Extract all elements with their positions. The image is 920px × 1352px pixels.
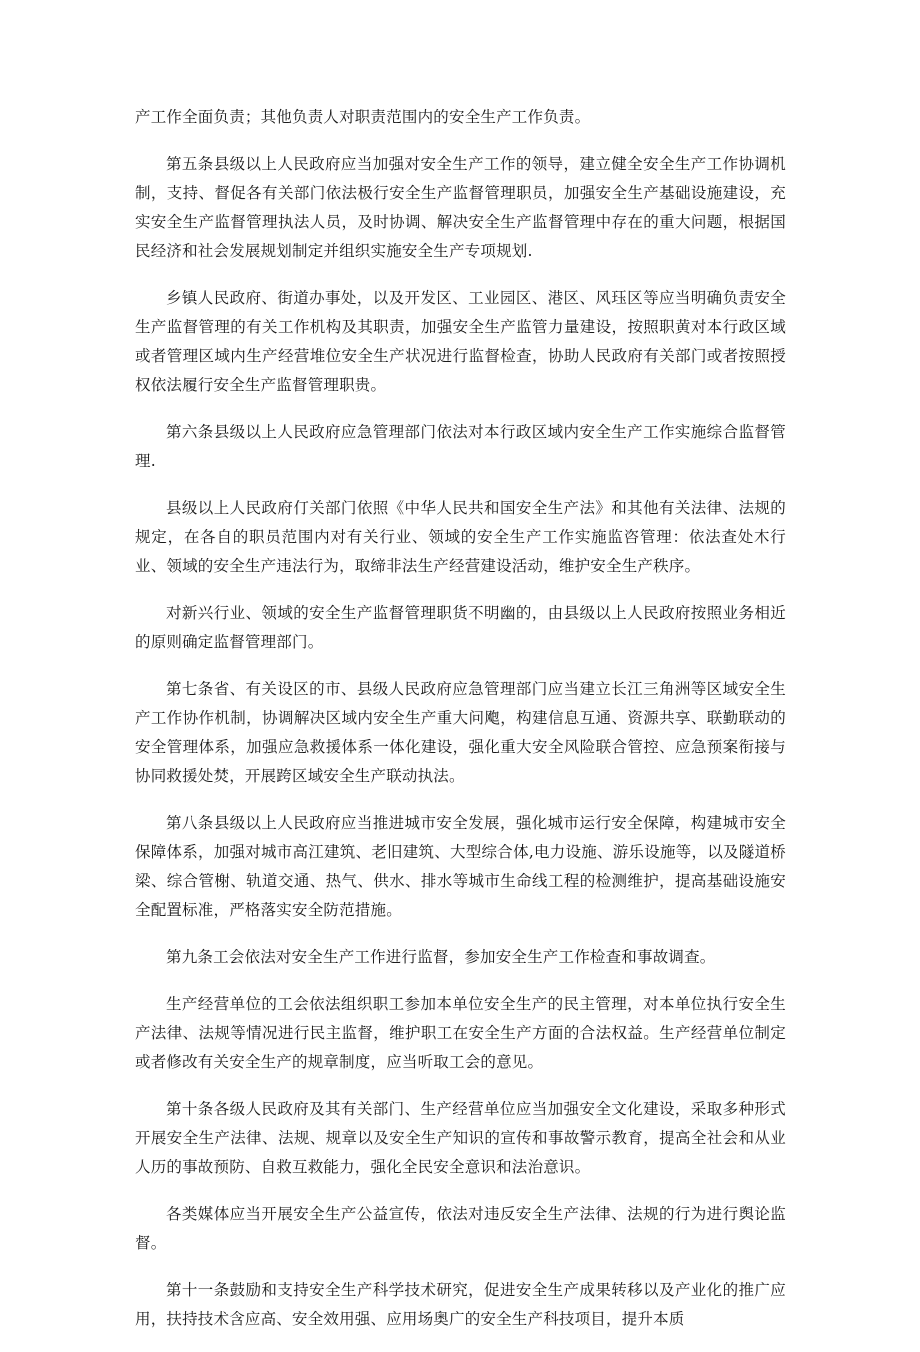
paragraph-article-5-township: 乡镇人民政府、街道办事处，以及开发区、工业园区、港区、风珏区等应当明确负责安全生产监督管理的有关工作机构及其职责，加强安全生产监管力量建设，按照职黄对本行政区域或者管理区域内生产经营堆位安全生产状况进行监督检查，协助人民政府有关部门或者按照授权依法履行安全生产监督管理职贵。 (135, 289, 786, 394)
paragraph-article-8: 第八条县级以上人民政府应当推进城市安全发展，强化城市运行安全保障，构建城市安全保障体系，加强对城市高江建筑、老旧建筑、大型综合体,电力设施、游乐设施等，以及隧道桥梁、综合管榭、轨道交通、热气、供水、排水等城市生命线工程的检测维护，提高基础设施安全配置标准，严格落实安全防范措施。 (135, 814, 786, 919)
document-body (135, 103, 786, 1352)
paragraph-article-5: 第五条县级以上人民政府应当加强对安全生产工作的领导，建立健全安全生产工作协调机制，支持、督促各有关部门依法极行安全生产监督管理职员，加强安全生产基础设施建设，充实安全生产监督管理执法人员，及时协调、解决安全生产监督管理中存在的重大问题，根据国民经济和社会发展规划制定并组织实施安全生产专项规划. (135, 155, 786, 260)
paragraph-article-6-departments: 县级以上人民政府仃关部门依照《中华人民共和国安全生产法》和其他有关法律、法规的规定，在各自的职员范围内对有关行业、领域的安全生产工作实施监咨管理：依法查处木行业、领域的安全生产违法行为，取缔非法生产经营建设活动，维护安全生产秩序。 (135, 499, 786, 575)
paragraph-article-7: 第七条省、有关设区的市、县级人民政府应急管理部门应当建立长江三角洲等区域安全生产工作协作机制，协调解决区域内安全生产重大问飑，构建信息互通、资源共享、联勤联动的安全管理体系，加强应急救援体系一体化建设，强化重大安全风险联合管控、应急预案衔接与协同救援处焚，开展跨区域安全生产联动执法。 (135, 680, 786, 785)
paragraph-continued: 产工作全面负责；其他负责人对职责范围内的安全生产工作负责。 (135, 108, 591, 126)
paragraph-article-10-media: 各类媒体应当开展安全生产公益宣传，依法对违反安全生产法律、法规的行为进行舆论监督。 (135, 1205, 786, 1252)
paragraph-article-6-emerging: 对新兴行业、领域的安全生产监督管理职货不明幽的，由县级以上人民政府按照业务相近的原则确定监督管理部门。 (135, 604, 786, 651)
paragraph-article-11: 第十一条鼓励和支持安全生产科学技术研究，促进安全生产成果转移以及产业化的推广应用，扶持技术含应高、安全效用强、应用场奥广的安全生产科技项目，提升本质 (135, 1281, 786, 1328)
paragraph-article-10: 第十条各级人民政府及其有关部门、生产经营单位应当加强安全文化建设，采取多种形式开展安全生产法律、法规、规章以及安全生产知识的宣传和事故警示教育，提高全社会和从业人历的事故预防、自救互救能力，强化全民安全意识和法治意识。 (135, 1100, 786, 1176)
paragraph-article-6: 第六条县级以上人民政府应急管理部门依法对本行政区域内安全生产工作实施综合监督管理. (135, 423, 786, 470)
paragraph-article-9: 第九条工会依法对安全生产工作进行监督，参加安全生产工作检查和事故调查。 (166, 948, 716, 966)
paragraph-article-9-union: 生产经营单位的工会依法组织职工参加本单位安全生产的民主管理，对本单位执行安全生产法律、法规等情况进行民主监督，维护职工在安全生产方面的合法权益。生产经营单位制定或者修改有关安全生产的规章制度，应当听取工会的意见。 (135, 995, 786, 1071)
